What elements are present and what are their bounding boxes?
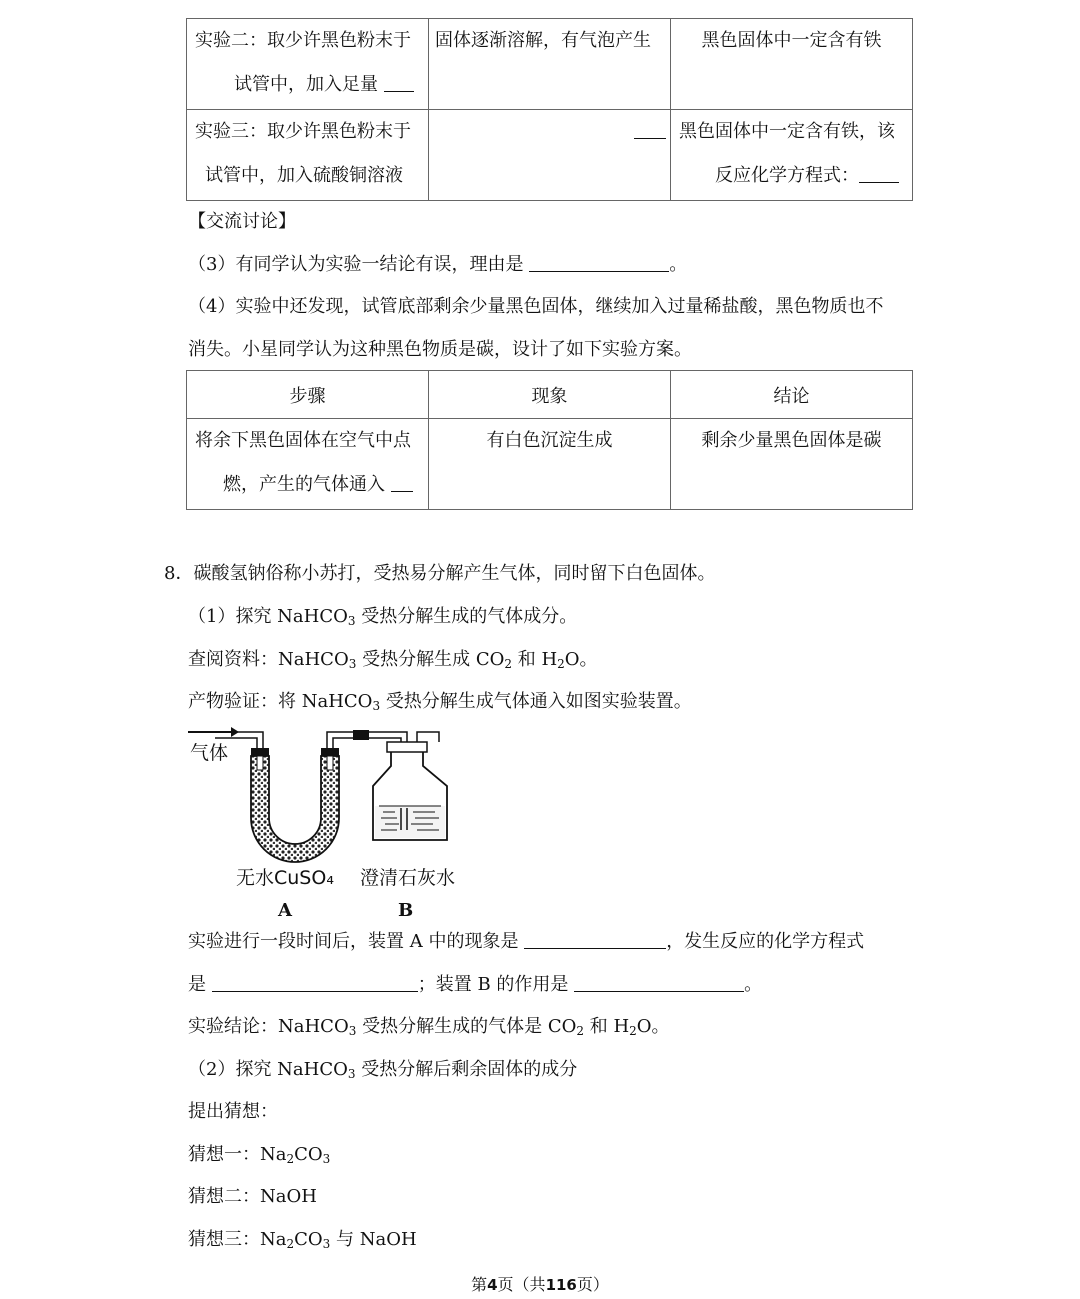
text: （1）探究 NaHCO bbox=[188, 606, 348, 627]
observation-line-2 bbox=[188, 974, 762, 996]
text: O。 bbox=[636, 1016, 670, 1037]
text: CO bbox=[294, 1144, 323, 1165]
table-row bbox=[187, 19, 913, 110]
text: ，发生反应的化学方程式 bbox=[666, 931, 865, 952]
footer-text: 页（共 bbox=[497, 1275, 546, 1294]
text: 查阅资料：NaHCO bbox=[188, 649, 349, 670]
table-cell bbox=[671, 110, 913, 201]
hypothesis-1 bbox=[188, 1144, 330, 1166]
answer-blank[interactable] bbox=[634, 122, 666, 139]
text: Na bbox=[260, 1144, 287, 1165]
table-cell bbox=[429, 110, 671, 201]
text: 与 NaOH bbox=[336, 1229, 417, 1250]
text: 产物验证：将 NaHCO bbox=[188, 691, 373, 712]
reagent-b-label: 澄清石灰水 bbox=[360, 867, 456, 889]
text: ；装置 B 的作用是 bbox=[417, 974, 569, 995]
answer-blank[interactable] bbox=[391, 475, 413, 492]
cell-text: 黑色固体中一定含有铁 bbox=[701, 30, 882, 51]
observation-line-1 bbox=[188, 931, 864, 953]
table-cell bbox=[187, 110, 429, 201]
text: 猜想三： bbox=[188, 1229, 260, 1250]
subscript: 3 bbox=[322, 1237, 331, 1251]
gas-bottle bbox=[373, 732, 447, 840]
cell-text: 将余下黑色固体在空气中点 bbox=[195, 430, 411, 451]
table-cell bbox=[429, 419, 671, 510]
cell-text: 试管中，加入硫酸铜溶液 bbox=[205, 165, 403, 186]
text: 和 H bbox=[517, 649, 558, 670]
total-pages: 116 bbox=[545, 1276, 577, 1294]
text: （2）探究 NaHCO bbox=[188, 1059, 348, 1080]
table-cell bbox=[671, 19, 913, 110]
apparatus-b-label: B bbox=[398, 900, 414, 921]
text: 受热分解生成 CO bbox=[362, 649, 505, 670]
subscript: 2 bbox=[629, 1024, 637, 1038]
question-text: （3）有同学认为实验一结论有误，理由是 bbox=[188, 254, 524, 275]
subscript: 2 bbox=[504, 657, 512, 671]
text: 是 bbox=[188, 974, 206, 995]
subscript: 3 bbox=[348, 657, 357, 671]
cell-text: 实验三：取少许黑色粉末于 bbox=[195, 121, 411, 142]
reagent-a-label: 无水CuSO₄ bbox=[236, 867, 334, 889]
question-text: 。 bbox=[669, 254, 688, 275]
cell-text: 实验二：取少许黑色粉末于 bbox=[195, 30, 411, 51]
text: 受热分解后剩余固体的成分 bbox=[361, 1059, 578, 1080]
table-cell bbox=[671, 419, 913, 510]
column-header: 现象 bbox=[429, 371, 671, 419]
page-number: 4 bbox=[487, 1276, 498, 1294]
text: Na bbox=[260, 1229, 287, 1250]
question-3 bbox=[188, 254, 687, 276]
subscript: 3 bbox=[347, 1067, 356, 1081]
subscript: 3 bbox=[372, 699, 381, 713]
experiment-conclusion bbox=[188, 1016, 670, 1038]
table-cell bbox=[187, 19, 429, 110]
cell-text: 黑色固体中一定含有铁，该 bbox=[679, 121, 895, 142]
answer-blank[interactable] bbox=[384, 75, 414, 92]
answer-blank[interactable] bbox=[574, 975, 744, 992]
page-footer bbox=[0, 1272, 1080, 1295]
q8-intro: 8．碳酸氢钠俗称小苏打，受热易分解产生气体，同时留下白色固体。 bbox=[164, 563, 716, 584]
table-row bbox=[187, 110, 913, 201]
footer-text: 页） bbox=[576, 1275, 609, 1294]
text: O。 bbox=[564, 649, 598, 670]
answer-blank[interactable] bbox=[212, 975, 418, 992]
subscript: 2 bbox=[286, 1237, 295, 1251]
question-4-line-2: 消失。小星同学认为这种黑色物质是碳，设计了如下实验方案。 bbox=[188, 339, 692, 360]
subscript: 2 bbox=[576, 1024, 584, 1038]
text: 和 H bbox=[589, 1016, 630, 1037]
section-heading: 【交流讨论】 bbox=[188, 211, 296, 232]
column-header: 步骤 bbox=[187, 371, 429, 419]
carbon-experiment-table bbox=[186, 370, 913, 510]
column-header: 结论 bbox=[671, 371, 913, 419]
answer-blank[interactable] bbox=[524, 932, 666, 949]
table-header-row bbox=[187, 371, 913, 419]
q8-verification bbox=[188, 691, 692, 713]
table-row bbox=[187, 419, 913, 510]
text: 受热分解生成的气体成分。 bbox=[361, 606, 578, 627]
cell-text: 剩余少量黑色固体是碳 bbox=[701, 430, 882, 451]
question-4-line-1: （4）实验中还发现，试管底部剩余少量黑色固体，继续加入过量稀盐酸，黑色物质也不 bbox=[188, 296, 884, 317]
subscript: 2 bbox=[557, 657, 565, 671]
cell-text bbox=[195, 63, 428, 107]
answer-blank[interactable] bbox=[859, 166, 899, 183]
apparatus-diagram bbox=[185, 718, 475, 928]
cell-text: 燃，产生的气体通入 bbox=[223, 474, 385, 495]
text: 实验进行一段时间后，装置 A 中的现象是 bbox=[188, 931, 519, 952]
footer-text: 第 bbox=[471, 1275, 488, 1294]
q8-part1 bbox=[188, 606, 577, 628]
cell-text-span: 试管中，加入足量 bbox=[234, 74, 378, 95]
subscript: 3 bbox=[348, 1024, 357, 1038]
experiment-table bbox=[186, 18, 913, 201]
text: CO bbox=[294, 1229, 323, 1250]
table-cell bbox=[429, 19, 671, 110]
text: 。 bbox=[744, 974, 763, 995]
u-tube bbox=[251, 748, 339, 862]
text: 实验结论：NaHCO bbox=[188, 1016, 349, 1037]
hypothesis-3 bbox=[188, 1229, 417, 1251]
text: 受热分解生成的气体是 CO bbox=[362, 1016, 577, 1037]
hypothesis-heading: 提出猜想： bbox=[188, 1101, 278, 1122]
subscript: 3 bbox=[322, 1152, 331, 1166]
table-cell bbox=[187, 419, 429, 510]
apparatus-a-label: A bbox=[278, 900, 292, 921]
cell-text: 反应化学方程式： bbox=[715, 165, 859, 186]
subscript: 2 bbox=[286, 1152, 295, 1166]
cell-text: 固体逐渐溶解，有气泡产生 bbox=[435, 30, 651, 51]
text: 受热分解生成气体通入如图实验装置。 bbox=[385, 691, 692, 712]
subscript: 3 bbox=[347, 614, 356, 628]
text: NaOH bbox=[260, 1186, 317, 1207]
q8-part2 bbox=[188, 1059, 577, 1081]
text: 猜想一： bbox=[188, 1144, 260, 1165]
q8-reference bbox=[188, 649, 598, 671]
cell-text: 有白色沉淀生成 bbox=[486, 430, 613, 451]
hypothesis-2 bbox=[188, 1186, 317, 1208]
gas-label: 气体 bbox=[190, 742, 229, 764]
text: 猜想二： bbox=[188, 1186, 260, 1207]
answer-blank[interactable] bbox=[529, 255, 669, 272]
